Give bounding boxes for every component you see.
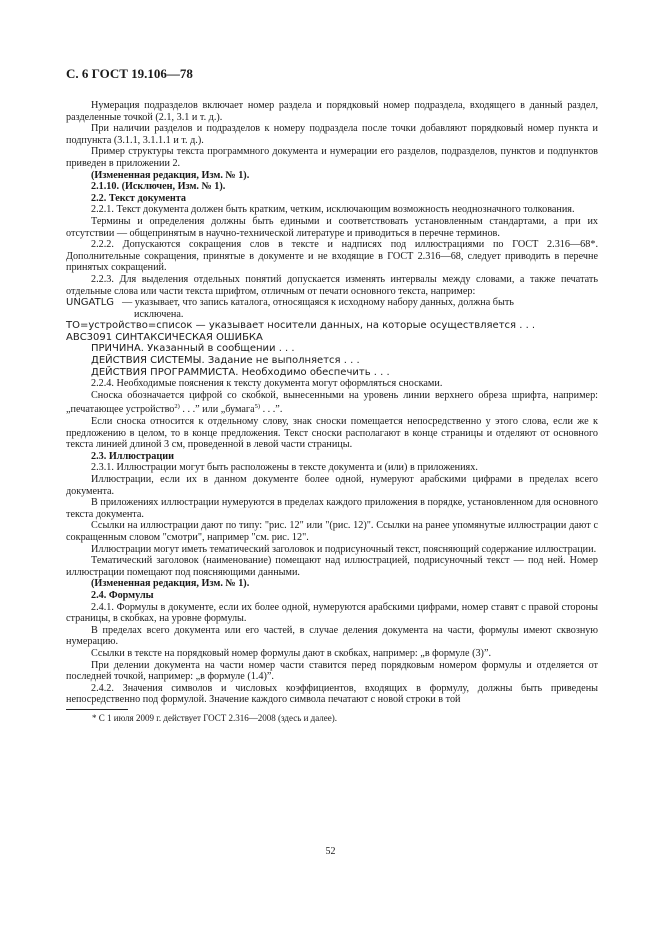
paragraph: 2.4.1. Формулы в документе, если их более одной, нумеруются арабскими цифрами, номер ставят с правой стороны страницы, в скобках, на уровне формулы.: [66, 601, 598, 625]
paragraph: Тематический заголовок (наименование) помещают над иллюстрацией, подрисуночный текст — под ней. Номер иллюстрации помещают под поясняющими данными.: [66, 555, 598, 578]
page-header: С. 6 ГОСТ 19.106—78: [66, 66, 193, 81]
example-line: АВС3091 СИНТАКСИЧЕСКАЯ ОШИБКА: [66, 331, 263, 343]
paragraph: В пределах всего документа или его частей, в случае деления документа на части, формулы имеют сквозную нумерацию.: [66, 624, 598, 648]
example-line: ДЕЙСТВИЯ СИСТЕМЫ. Задание не выполняется . . .: [91, 355, 360, 367]
footnote-mark: 5): [254, 403, 261, 411]
example-definition-text: [122, 297, 598, 320]
paragraph: 2.4.2. Значения символов и числовых коэффициентов, входящих в формулу, должны быть приведены непосредственно под формулой. Значение каждого символа печатают с новой строки в той: [66, 682, 598, 706]
paragraph: Иллюстрации, если их в данном документе более одной, нумеруют арабскими цифрами в пределах всего документа.: [66, 474, 598, 497]
paragraph: Ссылки в тексте на порядковый номер формулы дают в скобках, например: „в формуле (3)”.: [91, 647, 492, 659]
excluded-clause: 2.1.10. (Исключен, Изм. № 1).: [91, 181, 226, 193]
example-line: ПРИЧИНА. Указанный в сообщении . . .: [91, 343, 295, 355]
footnote-separator: [66, 709, 128, 710]
section-heading: 2.3. Иллюстрации: [91, 450, 174, 462]
example-definition: [66, 297, 598, 320]
paragraph: Нумерация подразделов включает номер раздела и порядковый номер подраздела, входящего в данный раздел, разделенные точкой (2.1, 3.1 и т. д.).: [66, 100, 598, 123]
example-term: UNGATLG: [66, 297, 115, 309]
paragraph: Пример структуры текста программного документа и нумерации его разделов, подразделов, пунктов и подпунктов приведен в приложении 2.: [66, 146, 598, 169]
paragraph: При наличии разделов и подразделов к номеру подраздела после точки добавляют порядковый номер пункта и подпункта (3.1.1, 3.1.1.1 и т. д.).: [66, 123, 598, 146]
amendment-note: (Измененная редакция, Изм. № 1).: [91, 578, 250, 590]
paragraph: При делении документа на части номер части ставится перед порядковым номером формулы и отделяется от последней точкой, например: „в формуле (1.4)”.: [66, 659, 598, 683]
paragraph: Термины и определения должны быть едиными и соответствовать установленным стандартами, а при их отсутствии — общепринятым в научно-технической литературе и приводиться в перечне терминов.: [66, 215, 598, 239]
paragraph: [66, 390, 598, 416]
paragraph-text: . . .”.: [260, 404, 283, 416]
section-heading: 2.4. Формулы: [91, 589, 154, 601]
example-line: ДЕЙСТВИЯ ПРОГРАММИСТА. Необходимо обеспечить . . .: [91, 366, 390, 378]
paragraph: 2.3.1. Иллюстрации могут быть расположены в тексте документа и (или) в приложениях.: [91, 462, 478, 474]
footnote: * С 1 июля 2009 г. действует ГОСТ 2.316—2008 (здесь и далее).: [92, 712, 338, 723]
paragraph-text: Сноска обозначается цифрой со скобкой, вынесенными на уровень линии верхнего обреза шрифта, например: „печатающее устройство: [66, 389, 598, 416]
paragraph-text: . . .” или „бумага: [179, 404, 255, 416]
paragraph: В приложениях иллюстрации нумеруются в пределах каждого приложения в порядке, установленном для основного текста документа.: [66, 497, 598, 520]
footnote-mark: 2): [174, 403, 180, 411]
paragraph: 2.2.2. Допускаются сокращения слов в тексте и надписях под иллюстрациями по ГОСТ 2.316—68*. Дополнительные сокращения, принятые в документе и не входящие в ГОСТ 2.316—68, следует приводить в перечне принятых сокращений.: [66, 239, 598, 274]
paragraph: Ссылки на иллюстрации дают по типу: "рис. 12" или "(рис. 12)". Ссылки на ранее упомянутые иллюстрации дают с сокращенным словом "смотри", например "см. рис. 12".: [66, 520, 598, 543]
paragraph: 2.2.1. Текст документа должен быть кратким, четким, исключающим возможность неоднозначного толкования.: [91, 204, 575, 216]
paragraph: Если сноска относится к отдельному слову, знак сноски помещается непосредственно у этого слова, если же к предложению в целом, то в конце предложения. Текст сноски располагают в конце страницы и отделяют от основного текста линией длиной 3 см, проведенной в левой части страницы.: [66, 416, 598, 451]
amendment-note: (Измененная редакция, Изм. № 1).: [91, 169, 250, 181]
paragraph: 2.2.3. Для выделения отдельных понятий допускается изменять интервалы между словами, а также печатать отдельные слова или части текста шрифтом, отличным от печати основного текста, например:: [66, 273, 598, 297]
paragraph: 2.2.4. Необходимые пояснения к тексту документа могут оформляться сносками.: [91, 378, 443, 390]
paragraph: Иллюстрации могут иметь тематический заголовок и подрисуночный текст, поясняющий содержание иллюстрации.: [91, 543, 597, 555]
page-number: 52: [325, 846, 336, 857]
section-heading: 2.2. Текст документа: [91, 192, 186, 204]
example-definition-line: — указывает, что запись каталога, относящаяся к исходному набору данных, должна быть: [122, 297, 514, 309]
example-line: ТО=устройство=список — указывает носители данных, на которые осуществляется . . .: [66, 320, 536, 332]
document-page: [66, 66, 598, 724]
example-definition-line: исключена.: [134, 308, 184, 320]
